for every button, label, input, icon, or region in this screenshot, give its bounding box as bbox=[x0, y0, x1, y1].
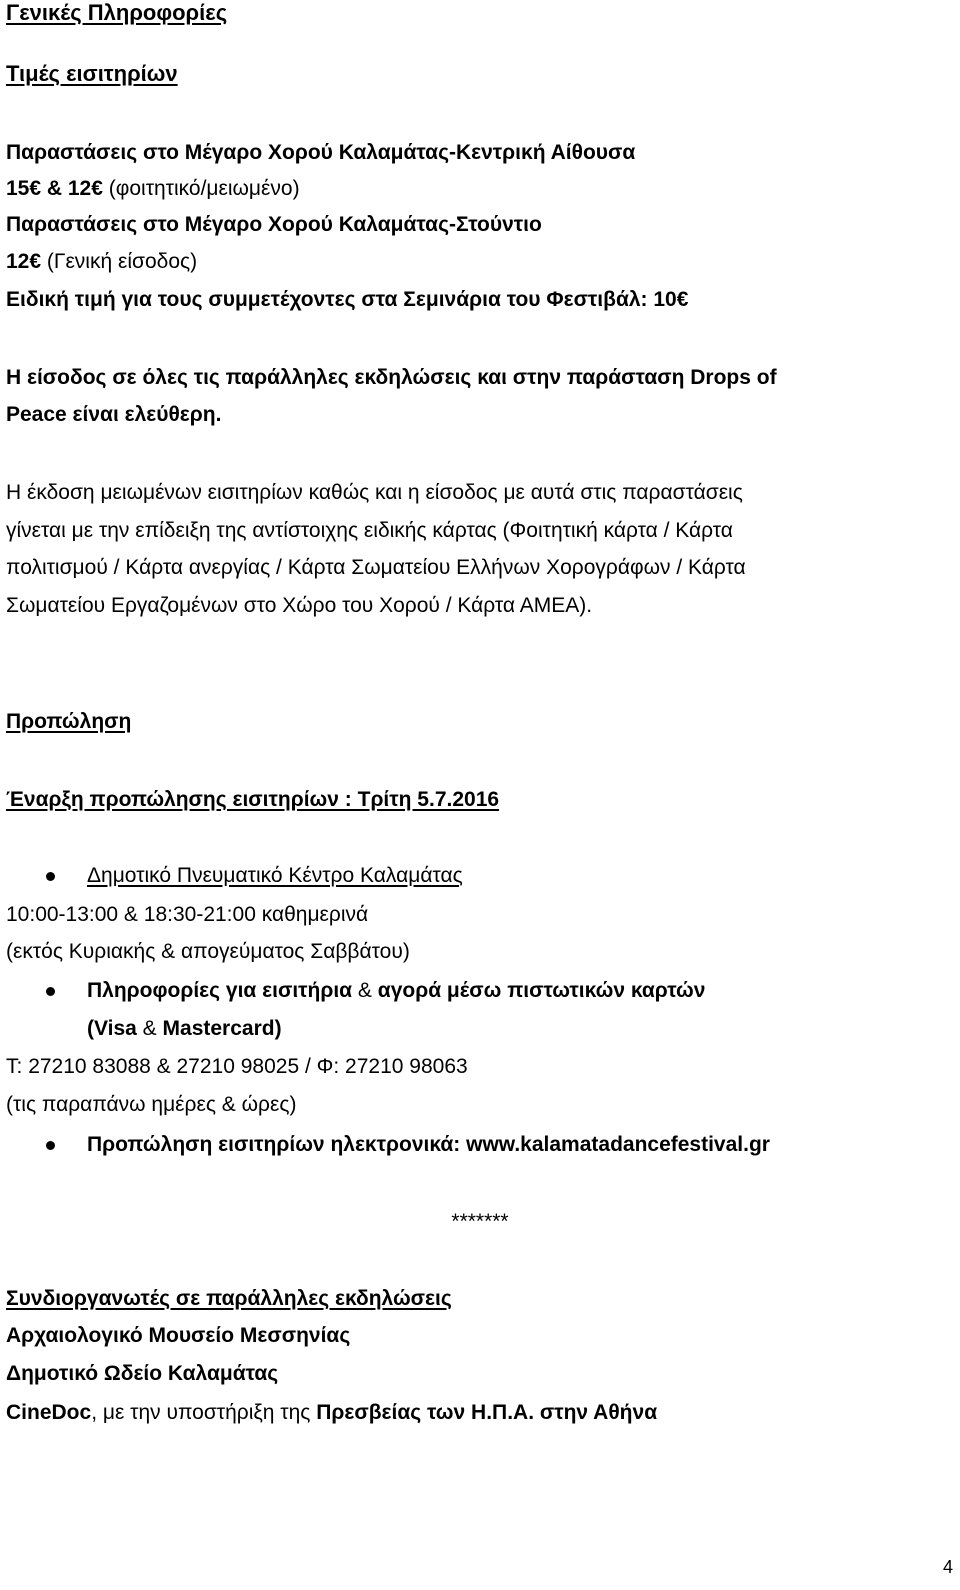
page-number: 4 bbox=[942, 1557, 953, 1577]
coorg-item-2: Δημοτικό Ωδείο Καλαμάτας bbox=[6, 1362, 279, 1385]
bullet2-amp: & bbox=[352, 979, 378, 1002]
bullet-dot-2 bbox=[46, 987, 55, 996]
coorg-item-3 bbox=[6, 1402, 657, 1423]
venue1-price-note: (φοιτητικό/μειωμένο) bbox=[102, 177, 300, 200]
bullet2-part1: Πληροφορίες για εισιτήρια bbox=[87, 979, 353, 1002]
free-entry-line2: Peace είναι ελεύθερη. bbox=[6, 403, 222, 426]
venue2-text: Παραστάσεις στο Μέγαρο Χορού Καλαμάτας-Στούντιο bbox=[6, 213, 542, 236]
bullet2-text bbox=[87, 980, 705, 1001]
reduced-line3: πολιτισμού / Κάρτα ανεργίας / Κάρτα Σωματείου Ελλήνων Χορογράφων / Κάρτα bbox=[6, 556, 746, 579]
venue2-price-note: (Γενική είσοδος) bbox=[41, 250, 198, 273]
seminar-price: Ειδική τιμή για τους συμμετέχοντες στα Σεμινάρια του Φεστιβάλ: 10€ bbox=[6, 288, 689, 311]
venue1-text: Παραστάσεις στο Μέγαρο Χορού Καλαμάτας-Κεντρική Αίθουσα bbox=[6, 141, 636, 164]
bullet3-label: Προπώληση εισιτηρίων ηλεκτρονικά: bbox=[87, 1133, 461, 1156]
coorg3-bold: CineDoc bbox=[6, 1401, 92, 1424]
website-link[interactable]: www.kalamatadancefestival.gr bbox=[466, 1133, 770, 1156]
hours-note: (εκτός Κυριακής & απογεύματος Σαββάτου) bbox=[6, 940, 410, 963]
bullet2-cards-open: (Visa bbox=[87, 1017, 137, 1040]
phones-note: (τις παραπάνω ημέρες & ώρες) bbox=[6, 1093, 297, 1116]
phones-text: Τ: 27210 83088 & 27210 98025 / Φ: 27210 98063 bbox=[6, 1055, 468, 1078]
bullet-dot-1 bbox=[46, 872, 55, 881]
venue2-price bbox=[6, 251, 197, 272]
bullet3-text bbox=[87, 1134, 770, 1155]
coorg3-end: Πρεσβείας των Η.Π.Α. στην Αθήνα bbox=[316, 1401, 658, 1424]
bullet2-cards bbox=[87, 1018, 282, 1039]
bullet2-cards-close: Mastercard) bbox=[162, 1017, 282, 1040]
hours-text: 10:00-13:00 & 18:30-21:00 καθημερινά bbox=[6, 903, 369, 926]
coorg-title: Συνδιοργανωτές σε παράλληλες εκδηλώσεις bbox=[6, 1287, 452, 1310]
reduced-line2: γίνεται με την επίδειξη της αντίστοιχης ειδικής κάρτας (Φοιτητική κάρτα / Κάρτα bbox=[6, 519, 733, 542]
bullet2-cards-amp: & bbox=[136, 1017, 163, 1040]
venue1-price bbox=[6, 178, 300, 199]
separator-stars: ******* bbox=[451, 1210, 509, 1233]
reduced-line4: Σωματείου Εργαζομένων στο Χώρο του Χορού / Κάρτα ΑΜΕΑ). bbox=[6, 594, 593, 617]
venue1-price-bold: 15€ & 12€ bbox=[6, 177, 103, 200]
coorg3-mid: , με την υποστήριξη της bbox=[91, 1401, 317, 1424]
reduced-line1: Η έκδοση μειωμένων εισιτηρίων καθώς και η είσοδος με αυτά στις παραστάσεις bbox=[6, 481, 743, 504]
free-entry-line1: Η είσοδος σε όλες τις παράλληλες εκδηλώσεις και στην παράσταση Drops of bbox=[6, 366, 777, 389]
coorg-item-1: Αρχαιολογικό Μουσείο Μεσσηνίας bbox=[6, 1324, 351, 1347]
venue2-price-bold: 12€ bbox=[6, 250, 42, 273]
bullet1-text: Δημοτικό Πνευματικό Κέντρο Καλαμάτας bbox=[87, 864, 463, 887]
page-heading: Γενικές Πληροφορίες bbox=[6, 0, 228, 25]
bullet2-part2: αγορά μέσω πιστωτικών καρτών bbox=[377, 979, 706, 1002]
bullet-dot-3 bbox=[46, 1141, 55, 1150]
prices-title: Τιμές εισιτηρίων bbox=[6, 61, 178, 86]
presale-title: Προπώληση bbox=[6, 710, 132, 733]
presale-start: Έναρξη προπώλησης εισιτηρίων : Τρίτη 5.7.2016 bbox=[6, 788, 500, 811]
